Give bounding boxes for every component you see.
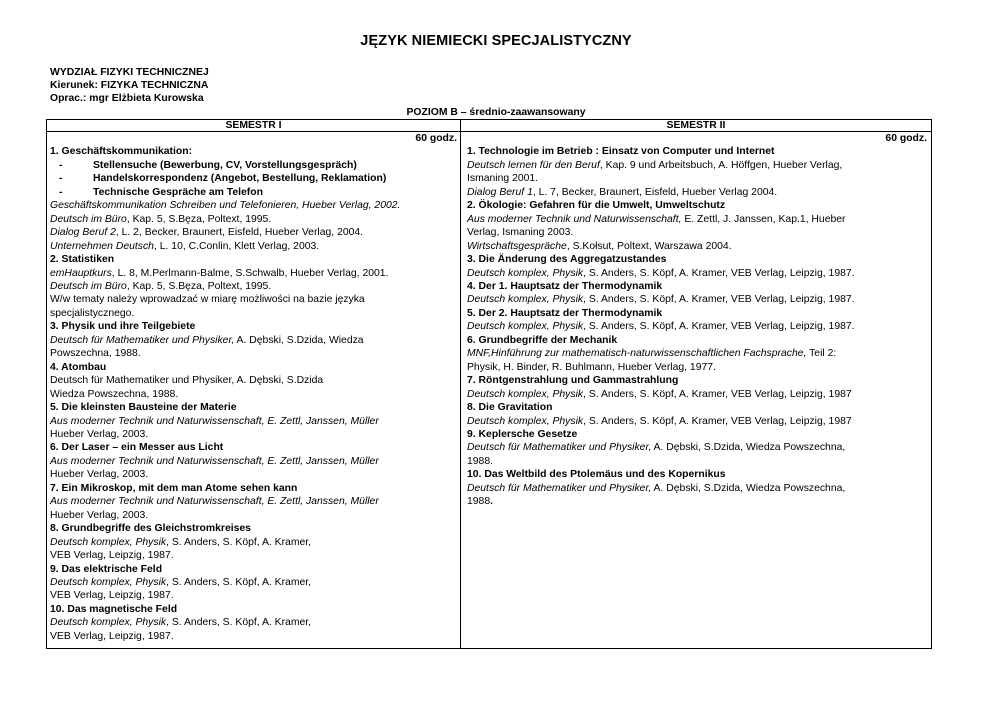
reference: Aus moderner Technik und Naturwissenschaft, E. Zettl, Janssen, Müller (50, 455, 379, 467)
topic-heading: 7. Ein Mikroskop, mit dem man Atome sehen kann (50, 482, 298, 494)
topic-heading: 10. Das Weltbild des Ptolemäus und des Kopernikus (467, 469, 726, 481)
reference: Aus moderner Technik und Naturwissenschaft, E. Zettl, J. Janssen, Kap.1, Hueber (467, 213, 846, 225)
column-divider (460, 119, 461, 649)
topic-heading: 10. Das magnetische Feld (50, 603, 178, 615)
semester-1-header: SEMESTR I (225, 120, 282, 131)
reference: Deutsch komplex, Physik, S. Anders, S. Köpf, A. Kramer, VEB Verlag, Leipzig, 1987. (467, 321, 855, 333)
reference: Deutsch komplex, Physik, S. Anders, S. Köpf, A. Kramer, (50, 576, 312, 588)
reference: Deutsch lernen für den Beruf, Kap. 9 und Arbeitsbuch, A. Höffgen, Hueber Verlag, (467, 159, 843, 171)
reference: Hueber Verlag, 2003. (50, 428, 149, 440)
note: W/w tematy należy wprowadzać w miarę możliwości na bazie języka (50, 294, 365, 306)
reference: Hueber Verlag, 2003. (50, 509, 149, 521)
reference: Physik, H. Binder, R. Buhlmann, Hueber Verlag, 1977. (467, 361, 716, 373)
topic-heading: 6. Der Laser – ein Messer aus Licht (50, 442, 224, 454)
semester-1-column (50, 132, 457, 643)
topic-heading: 3. Physik und ihre Teilgebiete (50, 321, 196, 333)
topic-heading: 5. Der 2. Hauptsatz der Thermodynamik (467, 307, 663, 319)
reference: Aus moderner Technik und Naturwissenschaft, E. Zettl, Janssen, Müller (50, 415, 379, 427)
faculty-label: WYDZIAŁ FIZYKI TECHNICZNEJ (50, 67, 209, 78)
reference: Deutsch für Mathematiker und Physiker, A. Dębski, S.Dzida, Wiedza (50, 334, 364, 346)
reference: Dialog Beruf 2, L. 2, Becker, Braunert, Eisfeld, Hueber Verlag, 2004. (50, 227, 364, 239)
note: specjalistycznego. (50, 307, 135, 319)
document-title: JĘZYK NIEMIECKI SPECJALISTYCZNY (360, 33, 632, 49)
reference: Wiedza Powszechna, 1988. (50, 388, 179, 400)
reference: Deutsch komplex, Physik, S. Anders, S. Köpf, A. Kramer, VEB Verlag, Leipzig, 1987 (467, 388, 852, 400)
topic-heading: 7. Röntgenstrahlung und Gammastrahlung (467, 375, 679, 387)
reference: emHauptkurs, L. 8, M.Perlmann-Balme, S.Schwalb, Hueber Verlag, 2001. (50, 267, 389, 279)
topic-heading: 6. Grundbegriffe der Mechanik (467, 334, 618, 346)
level-heading: POZIOM B – średnio-zaawansowany (406, 107, 586, 118)
topic-subitem: - Technische Gespräche am Telefon (59, 186, 263, 198)
reference: Deutsch im Büro, Kap. 5, S.Bęza, Poltext, 1995. (50, 280, 272, 292)
reference: Ismaning 2001. (467, 173, 539, 185)
reference: Deutsch komplex, Physik, S. Anders, S. Köpf, A. Kramer, (50, 617, 312, 629)
reference: Deutsch komplex, Physik, S. Anders, S. Köpf, A. Kramer, VEB Verlag, Leipzig, 1987 (467, 415, 852, 427)
topic-heading: 1. Technologie im Betrieb : Einsatz von Computer und Internet (467, 146, 775, 158)
reference: Wirtschaftsgespräche, S.Kołsut, Poltext, Warszawa 2004. (467, 240, 732, 252)
reference: Deutsch im Büro, Kap. 5, S.Bęza, Poltext, 1995. (50, 213, 272, 225)
reference: Deutsch komplex, Physik, S. Anders, S. Köpf, A. Kramer, VEB Verlag, Leipzig, 1987. (467, 267, 855, 279)
topic-heading: 9. Keplersche Gesetze (467, 428, 578, 440)
topic-heading: 8. Grundbegriffe des Gleichstromkreises (50, 523, 251, 535)
topic-heading: 9. Das elektrische Feld (50, 563, 163, 575)
reference: VEB Verlag, Leipzig, 1987. (50, 590, 174, 602)
topic-heading: 1. Geschäftskommunikation: (50, 146, 193, 158)
semester-1-hours: 60 godz. (415, 133, 457, 144)
reference: VEB Verlag, Leipzig, 1987. (50, 550, 174, 562)
reference: VEB Verlag, Leipzig, 1987. (50, 630, 174, 642)
semester-2-header: SEMESTR II (666, 120, 726, 131)
reference: 1988. (467, 455, 494, 467)
topic-heading: 2. Statistiken (50, 254, 115, 266)
topic-heading: 3. Die Änderung des Aggregatzustandes (467, 254, 667, 266)
topic-heading: 8. Die Gravitation (467, 402, 553, 414)
reference: Deutsch für Mathematiker und Physiker, A. Dębski, S.Dzida, Wiedza Powszechna, (467, 482, 846, 494)
semester-2-hours: 60 godz. (885, 133, 927, 144)
topic-heading: 2. Ökologie: Gefahren für die Umwelt, Umweltschutz (467, 200, 726, 212)
reference: Deutsch für Mathematiker und Physiker, A. Dębski, S.Dzida (50, 375, 324, 387)
reference: Deutsch komplex, Physik, S. Anders, S. Köpf, A. Kramer, VEB Verlag, Leipzig, 1987. (467, 294, 855, 306)
topic-heading: 5. Die kleinsten Bausteine der Materie (50, 402, 237, 414)
reference: Hueber Verlag, 2003. (50, 469, 149, 481)
reference: Powszechna, 1988. (50, 348, 141, 360)
topic-heading: 4. Atombau (50, 361, 107, 373)
reference: Aus moderner Technik und Naturwissenschaft, E. Zettl, Janssen, Müller (50, 496, 379, 508)
reference: Unternehmen Deutsch, L. 10, C.Conlin, Klett Verlag, 2003. (50, 240, 320, 252)
topic-subitem: - Handelskorrespondenz (Angebot, Bestellung, Reklamation) (59, 173, 387, 185)
semester-2-column (467, 132, 927, 509)
topic-heading: 4. Der 1. Hauptsatz der Thermodynamik (467, 280, 663, 292)
reference: 1988. (467, 496, 494, 508)
reference: Deutsch komplex, Physik, S. Anders, S. Köpf, A. Kramer, (50, 536, 312, 548)
reference: Deutsch für Mathematiker und Physiker, A. Dębski, S.Dzida, Wiedza Powszechna, (467, 442, 846, 454)
topic-subitem: - Stellensuche (Bewerbung, CV, Vorstellungsgespräch) (59, 159, 357, 171)
course-meta (50, 66, 209, 105)
direction-label: Kierunek: FIZYKA TECHNICZNA (50, 80, 209, 91)
reference: Verlag, Ismaning 2003. (467, 227, 574, 239)
author-label: Oprac.: mgr Elżbieta Kurowska (50, 93, 204, 104)
reference: Geschäftskommunikation Schreiben und Telefonieren, Hueber Verlag, 2002. (50, 200, 401, 212)
reference: MNF,Hinführung zur mathematisch-naturwissenschaftlichen Fachsprache, Teil 2: (467, 348, 837, 360)
reference: Dialog Beruf 1, L. 7, Becker, Braunert, Eisfeld, Hueber Verlag 2004. (467, 186, 778, 198)
